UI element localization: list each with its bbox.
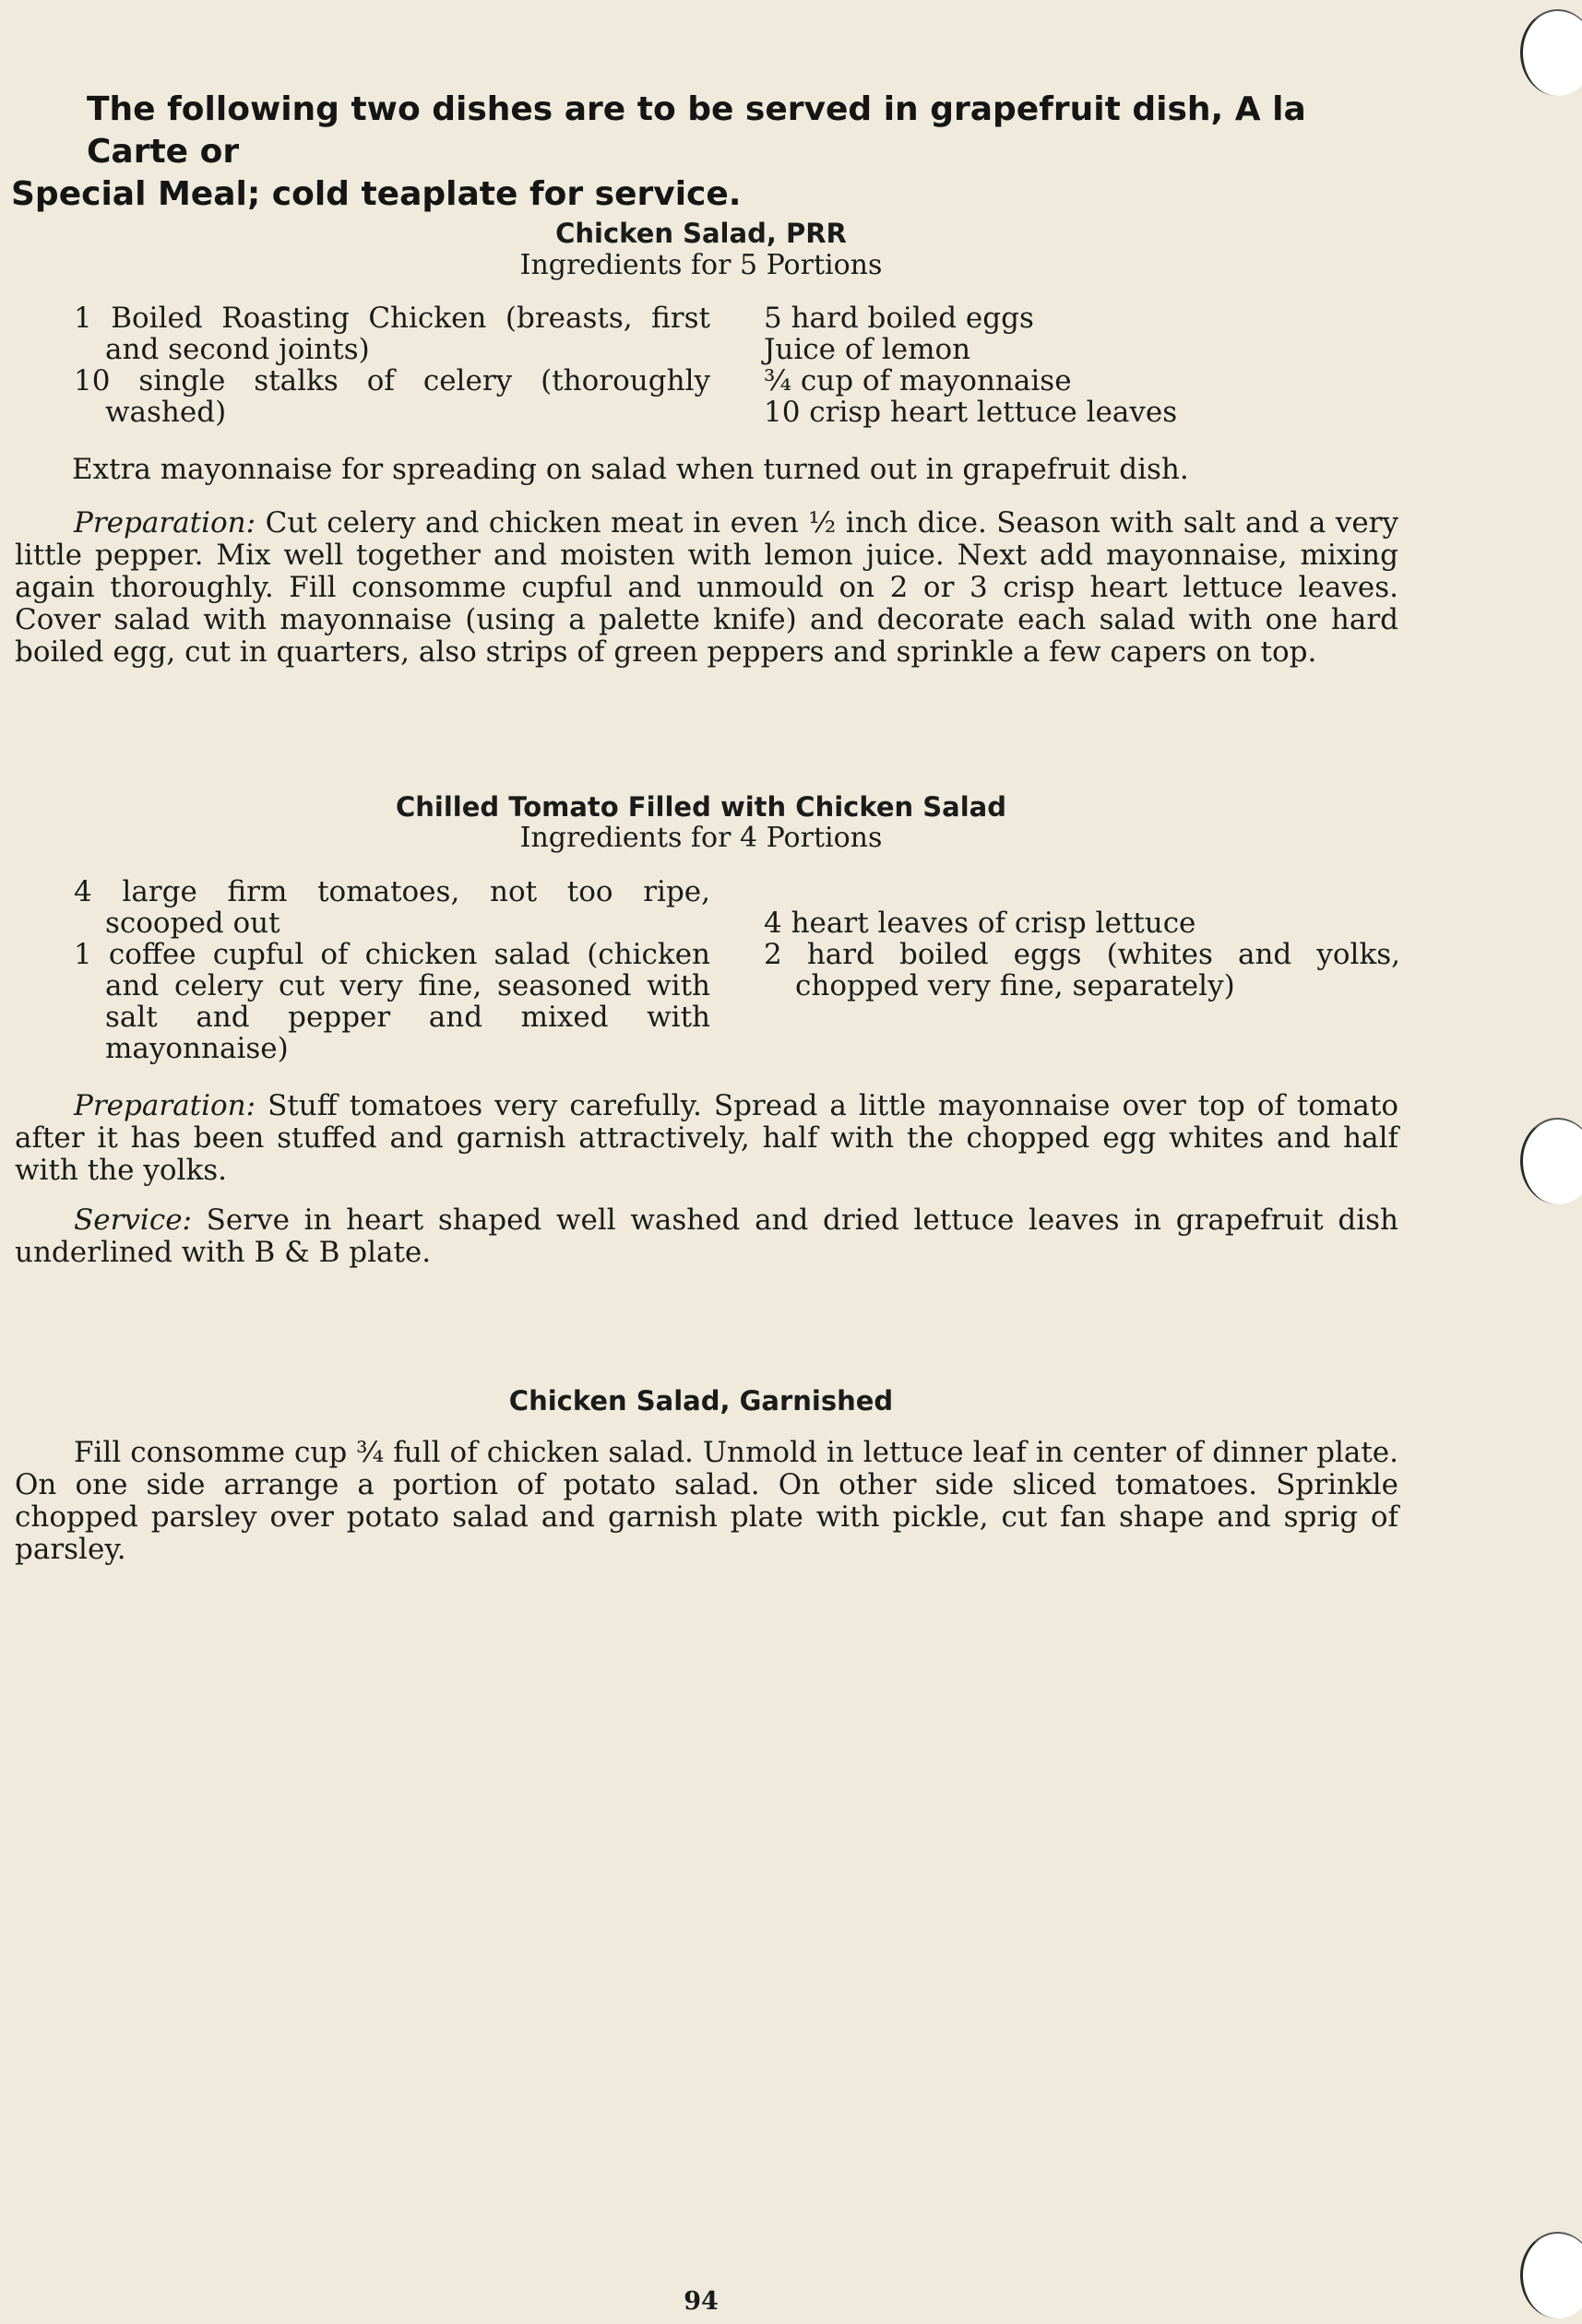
extra-note: Extra mayonnaise for spreading on salad when turned out in grapefruit dish.	[72, 453, 1189, 486]
garnished-paragraph: Fill consomme cup ¾ full of chicken salad. Unmold in lettuce leaf in center of dinner plate. On one side arrange a portion of potato salad. On other side sliced tomatoes. Sprinkle chopped parsley over potato salad and garnish plate with pickle, cut fan shape and sprig of parsley.	[15, 1436, 1398, 1566]
preparation-text: Stuff tomatoes very carefully. Spread a little mayonnaise over top of tomato after it has been stuffed and garnish attractively, half with the chopped egg whites and half with the yolks.	[15, 1089, 1398, 1187]
recipe-title-chicken-salad-prr: Chicken Salad, PRR	[555, 218, 847, 249]
punch-hole	[1520, 1118, 1582, 1204]
preparation-paragraph	[15, 1090, 1398, 1187]
service-text: Serve in heart shaped well washed and dried lettuce leaves in grapefruit dish underlined with B & B plate.	[15, 1204, 1398, 1269]
ingredient-item: 10 single stalks of celery (thoroughly washed)	[74, 364, 710, 429]
ingredient-item: Juice of lemon	[764, 333, 971, 366]
ingredients-left	[74, 302, 710, 428]
ingredient-item: 2 hard boiled eggs (whites and yolks, chopped very fine, separately)	[764, 938, 1400, 1002]
ingredients-left	[74, 876, 710, 1064]
preparation-text: Cut celery and chicken meat in even ½ inch dice. Season with salt and a very little pepper. Mix well together and moisten with lemon juice. Next add mayonnaise, mixing again thoroughly. Fill consomme cupful and unmould on 2 or 3 crisp heart lettuce leaves. Cover salad with mayonnaise (using a palette knife) and decorate each salad with one hard boiled egg, cut in quarters, also strips of green peppers and sprinkle a few capers on top.	[15, 506, 1398, 669]
preparation-paragraph	[15, 507, 1398, 669]
ingredients-right	[764, 907, 1400, 1002]
recipe-subtitle: Ingredients for 4 Portions	[519, 822, 883, 854]
ingredient-item: 4 large firm tomatoes, not too ripe, scooped out	[74, 875, 710, 940]
ingredient-item: 1 Boiled Roasting Chicken (breasts, first and second joints)	[74, 302, 710, 366]
recipe-subtitle: Ingredients for 5 Portions	[519, 249, 883, 281]
punch-hole	[1520, 2232, 1582, 2318]
recipe-title-chilled-tomato: Chilled Tomato Filled with Chicken Salad	[396, 791, 1006, 823]
ingredient-item: 1 coffee cupful of chicken salad (chicken and celery cut very fine, seasoned with salt and pepper and mixed with mayonnaise)	[74, 938, 710, 1065]
preparation-label: Preparation:	[74, 1089, 256, 1122]
intro-line-2: Special Meal; cold teaplate for service.	[11, 175, 742, 213]
recipe-title-chicken-salad-garnished: Chicken Salad, Garnished	[508, 1385, 894, 1417]
ingredient-item: 10 crisp heart lettuce leaves	[764, 396, 1178, 429]
service-label: Service:	[74, 1204, 192, 1237]
service-paragraph	[15, 1204, 1398, 1269]
ingredient-item: 5 hard boiled eggs	[764, 302, 1034, 335]
intro-heading	[11, 89, 1395, 216]
preparation-label: Preparation:	[74, 506, 256, 540]
intro-line-1: The following two dishes are to be served in grapefruit dish, A la Carte or	[87, 90, 1306, 171]
ingredient-item: 4 heart leaves of crisp lettuce	[764, 907, 1196, 940]
ingredients-right	[764, 302, 1400, 428]
ingredient-item: ¾ cup of mayonnaise	[764, 364, 1072, 397]
punch-hole	[1520, 9, 1582, 96]
page-number: 94	[684, 2287, 719, 2316]
